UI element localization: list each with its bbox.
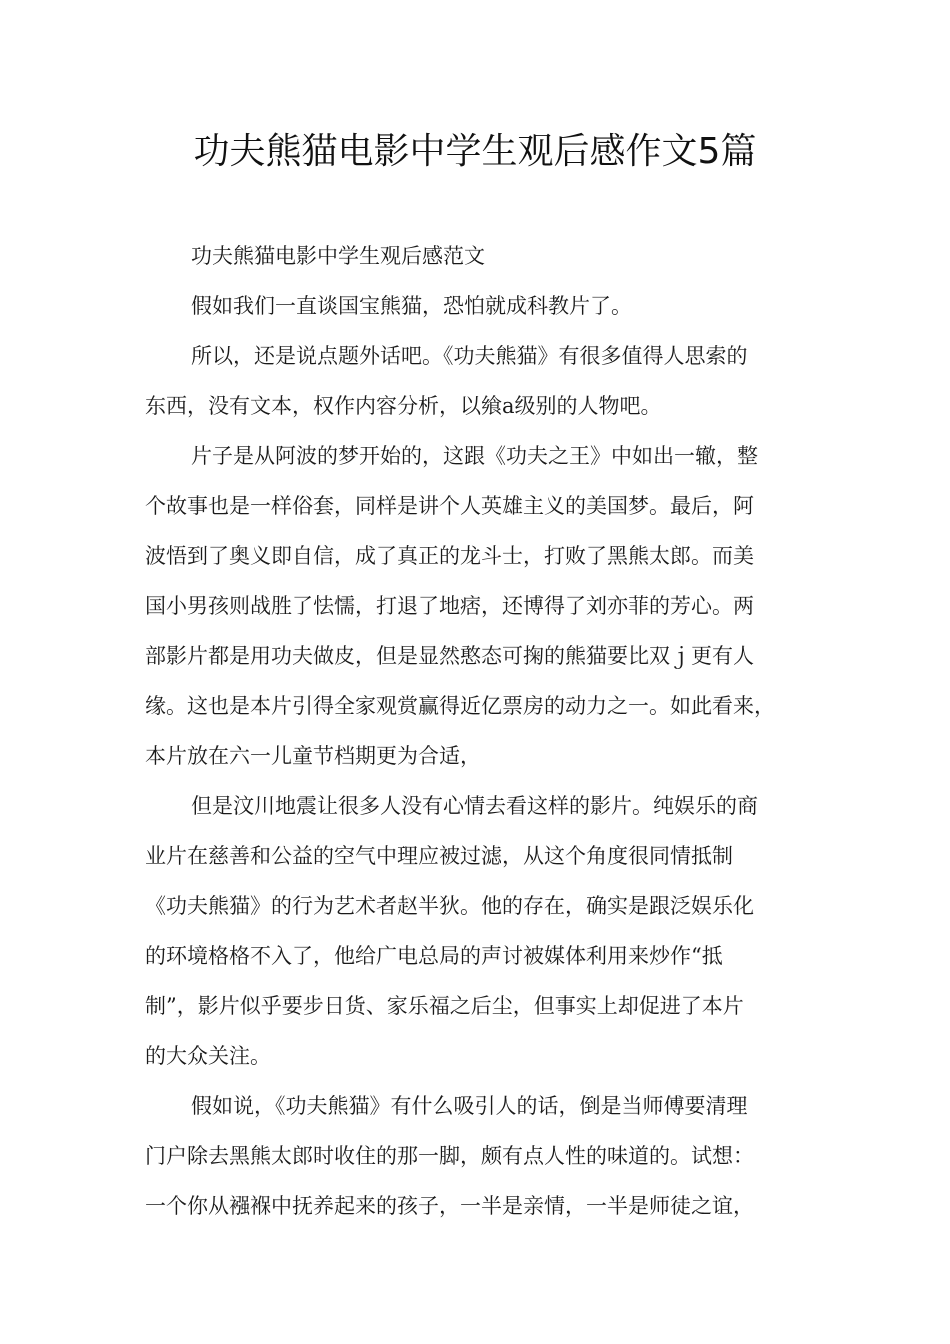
text-line: 《功夫熊猫》的行为艺术者赵半狄。他的存在，确实是跟泛娱乐化 [145, 894, 754, 918]
text-line: 波悟到了奥义即自信，成了真正的龙斗士，打败了黑熊太郎。而美 [145, 544, 754, 568]
text-line: 片子是从阿波的梦开始的，这跟《功夫之王》中如出一辙，整 [191, 444, 758, 468]
text-line: 的大众关注。 [145, 1044, 271, 1068]
text-line: 东西，没有文本，权作内容分析，以飨a级别的人物吧。 [145, 394, 662, 418]
text-line: 门户除去黑熊太郎时收住的那一脚，颇有点人性的味道的。试想： [145, 1144, 754, 1168]
text-line: 假如我们一直谈国宝熊猫，恐怕就成科教片了。 [191, 294, 632, 318]
text-line: 制”，影片似乎要步日货、家乐福之后尘，但事实上却促进了本片 [145, 994, 744, 1018]
document-body [145, 231, 820, 1231]
text-line: 假如说，《功夫熊猫》有什么吸引人的话，倒是当师傅要清理 [191, 1094, 748, 1118]
text-line: 国小男孩则战胜了怯懦，打退了地痞，还博得了刘亦菲的芳心。两 [145, 594, 754, 618]
text-line: 部影片都是用功夫做皮，但是显然憨态可掬的熊猫要比双ｊ更有人 [145, 644, 754, 668]
text-line: 但是汶川地震让很多人没有心情去看这样的影片。纯娱乐的商 [191, 794, 758, 818]
text-line: 业片在慈善和公益的空气中理应被过滤，从这个角度很同情抵制 [145, 844, 733, 868]
text-line: 缘。这也是本片引得全家观赏赢得近亿票房的动力之一。如此看来， [145, 694, 775, 718]
text-line: 一个你从襁褓中抚养起来的孩子，一半是亲情，一半是师徒之谊， [145, 1194, 754, 1218]
page-title: 功夫熊猫电影中学生观后感作文5篇 [193, 131, 757, 172]
text-line: 个故事也是一样俗套，同样是讲个人英雄主义的美国梦。最后，阿 [145, 494, 754, 518]
text-line: 本片放在六一儿童节档期更为合适， [145, 744, 481, 768]
text-line: 的环境格格不入了，他给广电总局的声讨被媒体利用来炒作“抵 [145, 944, 723, 968]
text-line: 所以，还是说点题外话吧。《功夫熊猫》有很多值得人思索的 [191, 344, 748, 368]
text-line: 功夫熊猫电影中学生观后感范文 [191, 244, 485, 268]
